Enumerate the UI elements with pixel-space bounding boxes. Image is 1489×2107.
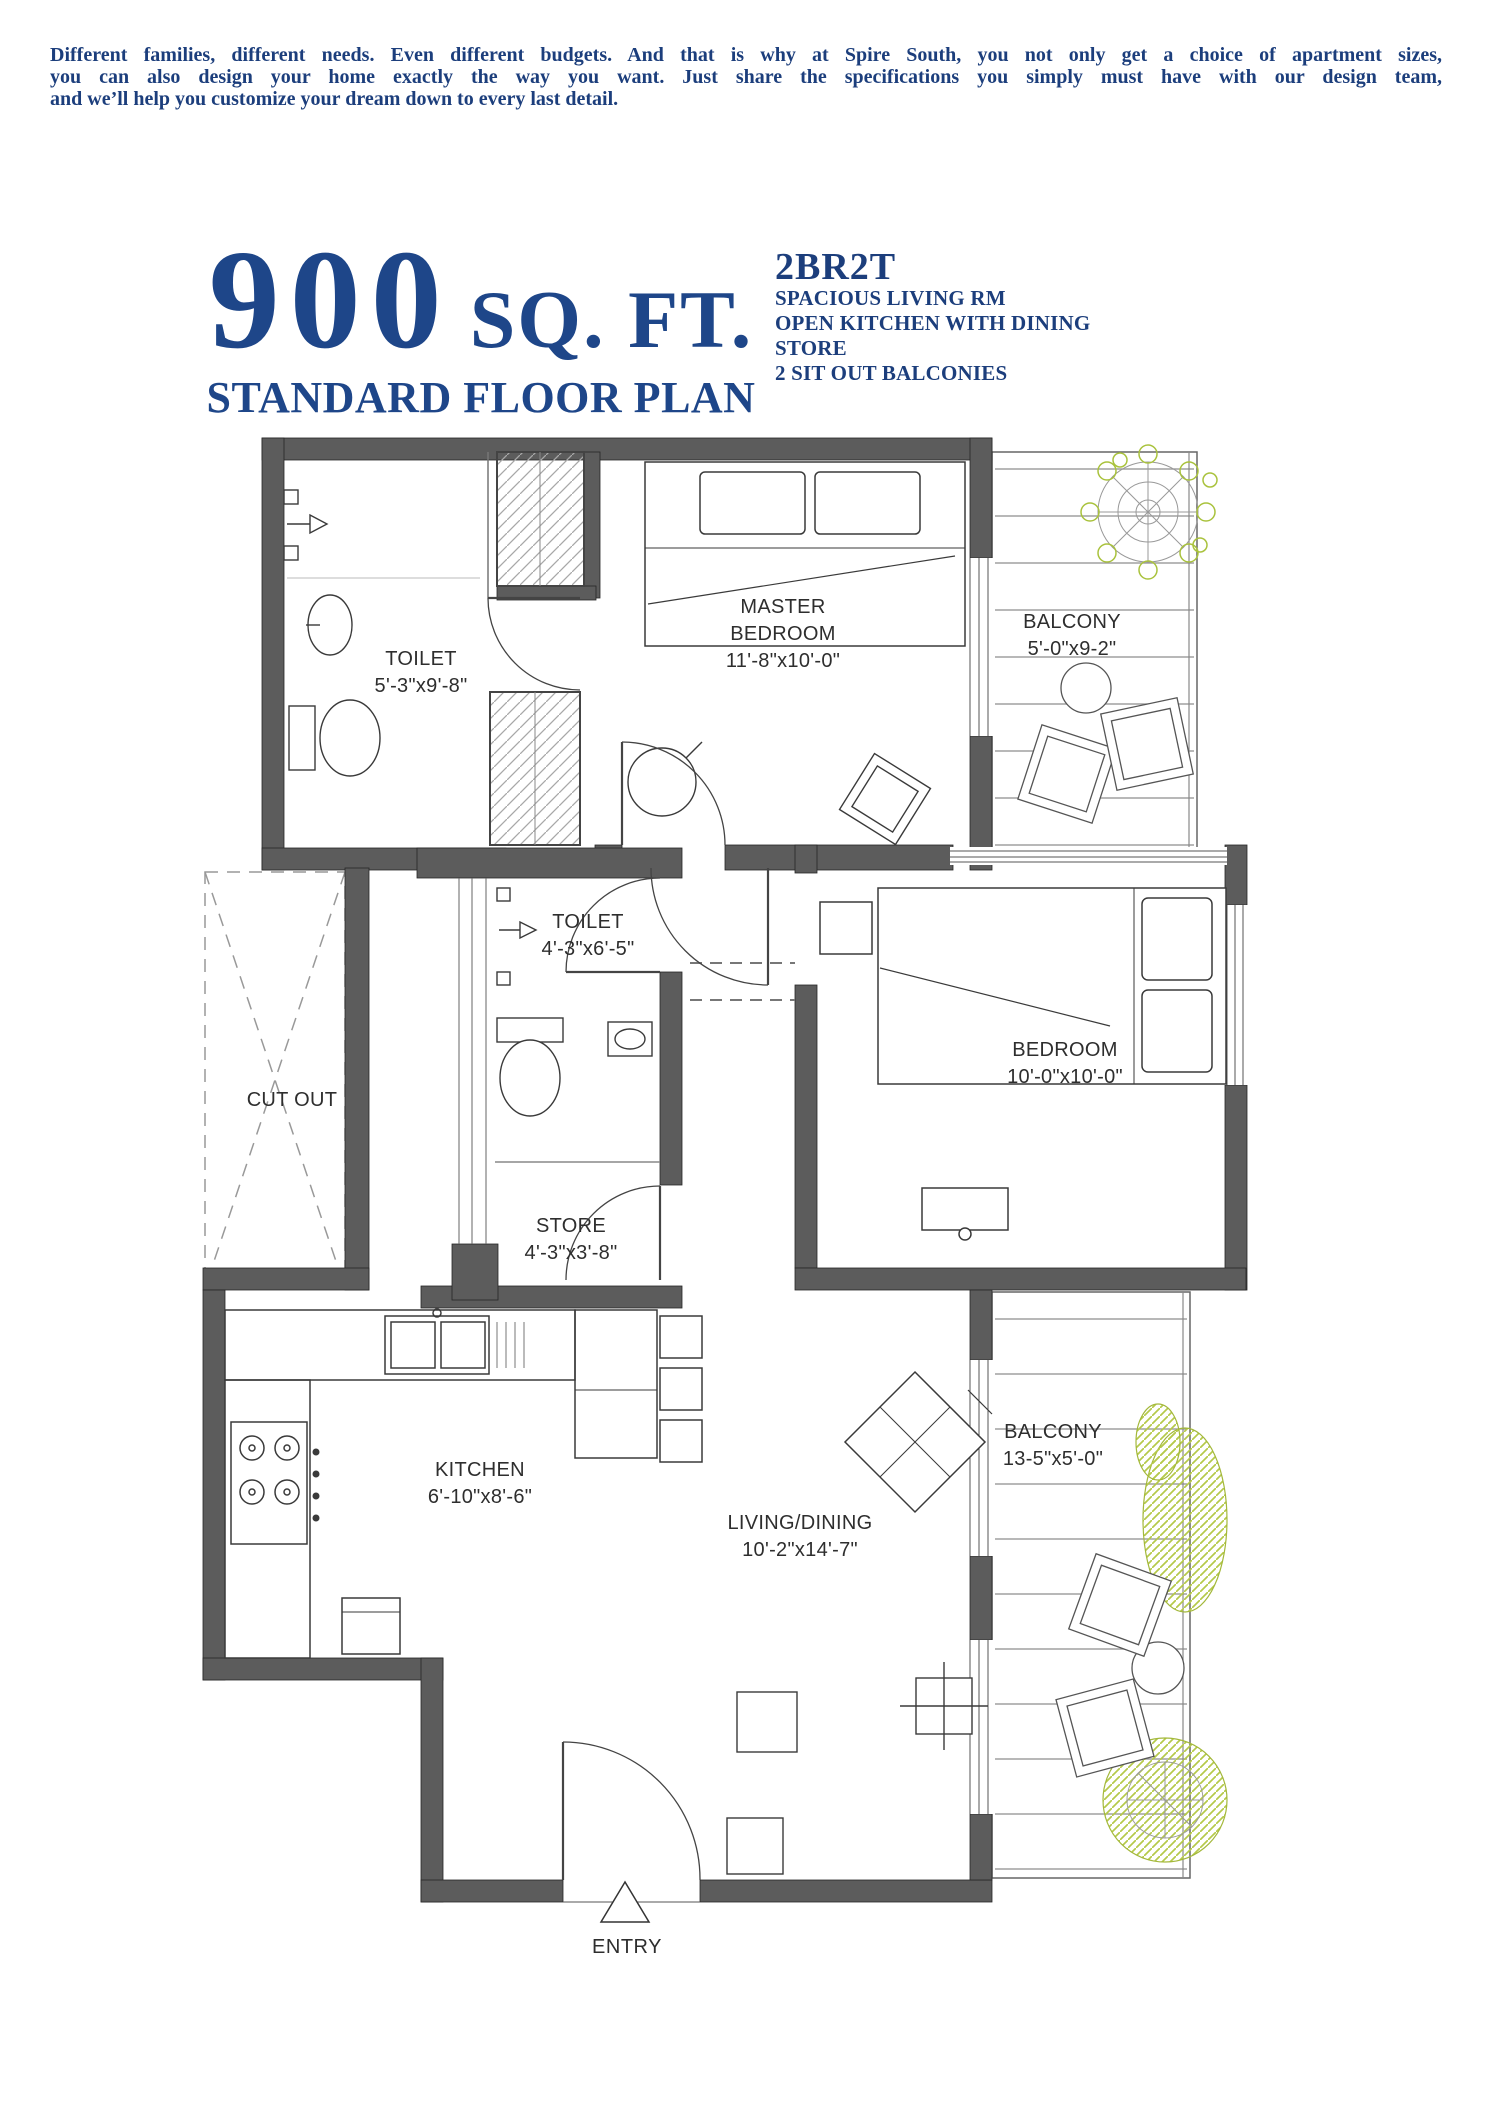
spec-feature-4: 2 SIT OUT BALCONIES [775, 361, 1008, 385]
room-label-toilet-2 [542, 909, 635, 963]
spec-heading: 2BR2T [775, 246, 897, 288]
room-label-bedroom [1007, 1037, 1123, 1091]
corridor-opening-dashed [690, 963, 795, 1000]
intro-line-3: and we’ll help you customize your dream down to every last detail. [50, 88, 619, 110]
room-name: TOILET [552, 911, 624, 933]
room-dims: 13-5"x5'-0" [1002, 1448, 1104, 1470]
cut-out-area [205, 872, 345, 1288]
room-label-toilet-1 [375, 646, 468, 700]
room-dims: 5'-0"x9-2" [1027, 638, 1117, 660]
area-unit: SQ. FT. [469, 274, 754, 365]
spec-feature-3: STORE [775, 336, 847, 360]
room-dims: 4'-3"x6'-5" [541, 938, 635, 960]
room-label-cut-out [247, 1087, 338, 1114]
spec-feature-2: OPEN KITCHEN WITH DINING [775, 311, 1091, 335]
intro-line-1: Different families, different needs. Even different budgets. And that is why at Spire South, you not only get a choice of apartment sizes, [50, 44, 1442, 66]
room-name: CUT OUT [246, 1089, 338, 1111]
room-dims: 10'-0"x10'-0" [1007, 1066, 1123, 1088]
room-label-balcony-1 [1023, 609, 1121, 663]
area-number: 900 [208, 220, 452, 378]
service-shaft [459, 878, 486, 1244]
intro-line-2: you can also design your home exactly the way you want. Just share the specifications you simply must have with our design team, [50, 66, 1442, 88]
room-label-store [525, 1213, 618, 1267]
room-name: TOILET [385, 648, 457, 670]
room-dims: 11'-8"x10'-0" [725, 650, 841, 672]
master-chair-icons [628, 742, 930, 844]
room-name: LIVING/DINING [727, 1512, 873, 1534]
room-dims: 5'-3"x9'-8" [374, 675, 468, 697]
room-name: MASTER BEDROOM [730, 596, 836, 645]
room-dims: 4'-3"x3'-8" [524, 1242, 618, 1264]
plan-subtitle: STANDARD FLOOR PLAN [206, 373, 756, 422]
living-table-icons [727, 1662, 988, 1874]
room-label-living-dining [727, 1510, 872, 1564]
room-dims: 10'-2"x14'-7" [742, 1539, 858, 1561]
entry-label: ENTRY [592, 1936, 662, 1958]
room-name: STORE [535, 1215, 607, 1237]
room-label-balcony-2 [1003, 1419, 1103, 1473]
room-dims: 6'-10"x8'-6" [427, 1486, 533, 1508]
wardrobe-icon [490, 452, 584, 845]
room-name: BEDROOM [1012, 1039, 1118, 1061]
spec-feature-1: SPACIOUS LIVING RM [775, 286, 1006, 310]
toilet-1-fixtures [284, 490, 380, 776]
room-name: BALCONY [1023, 611, 1121, 633]
room-name: BALCONY [1004, 1421, 1102, 1443]
room-label-master-bedroom [693, 594, 873, 675]
room-name: KITCHEN [435, 1459, 525, 1481]
room-label-kitchen [428, 1457, 532, 1511]
